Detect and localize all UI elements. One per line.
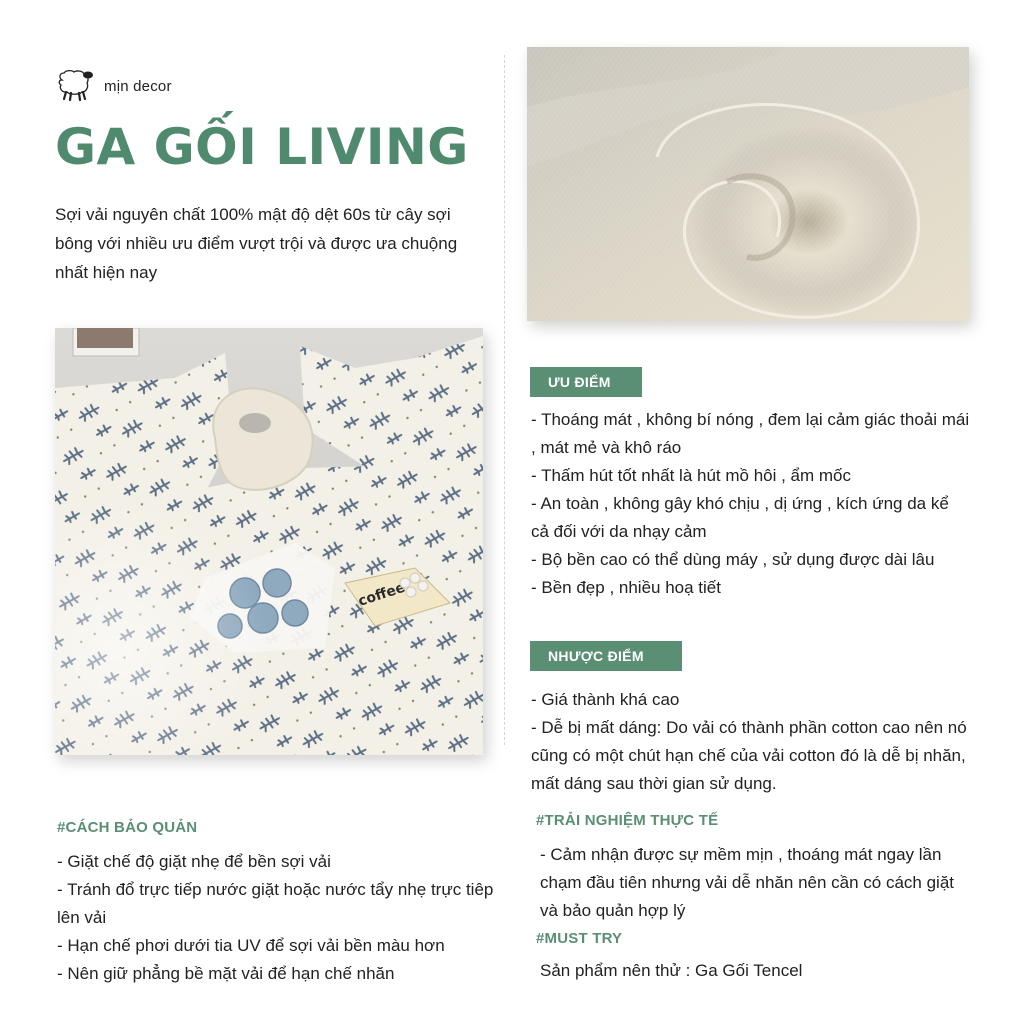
page-title: GA GỐI LIVING bbox=[55, 118, 469, 176]
cons-list bbox=[531, 686, 971, 798]
care-item: - Hạn chế phơi dưới tia UV để sợi vải bền màu hơn bbox=[57, 936, 445, 955]
experience-list bbox=[540, 841, 970, 925]
fabric-photo bbox=[527, 47, 969, 321]
bed-photo-illustration bbox=[55, 328, 483, 755]
cons-item: - Giá thành khá cao bbox=[531, 690, 680, 709]
fabric-photo-illustration bbox=[527, 47, 969, 321]
pros-item: - Thoáng mát , không bí nóng , đem lại cảm giác thoải mái , mát mẻ và khô ráo bbox=[531, 410, 970, 457]
must-try-text: Sản phẩm nên thử : Ga Gối Tencel bbox=[540, 961, 803, 980]
care-item: - Tránh đổ trực tiếp nước giặt hoặc nước tẩy nhẹ trực tiêp lên vải bbox=[57, 880, 494, 927]
brand-name: mịn decor bbox=[104, 77, 172, 95]
care-item: - Giặt chế độ giặt nhẹ để bền sợi vải bbox=[57, 852, 331, 871]
pros-item: - Bộ bền cao có thể dùng máy , sử dụng được dài lâu bbox=[531, 550, 935, 569]
experience-heading: #TRẢI NGHIỆM THỰC TẾ bbox=[536, 812, 719, 829]
pros-badge: ƯU ĐIỂM bbox=[530, 367, 642, 397]
pros-item: - Thấm hút tốt nhất là hút mồ hôi , ẩm mốc bbox=[531, 466, 852, 485]
experience-item: - Cảm nhận được sự mềm mịn , thoáng mát ngay lần chạm đầu tiên nhưng vải dễ nhăn nên cần có cách giặt và bảo quản hợp lý bbox=[540, 845, 955, 920]
must-try-heading: #MUST TRY bbox=[536, 930, 623, 947]
care-list bbox=[57, 848, 497, 988]
care-heading: #CÁCH BẢO QUẢN bbox=[57, 819, 198, 836]
cons-badge: NHƯỢC ĐIỂM bbox=[530, 641, 682, 671]
brand-logo bbox=[56, 68, 172, 104]
pros-item: - Bền đẹp , nhiều hoạ tiết bbox=[531, 578, 721, 597]
care-item: - Nên giữ phẳng bề mặt vải để hạn chế nhăn bbox=[57, 964, 395, 983]
column-divider bbox=[504, 55, 505, 745]
sheep-icon bbox=[56, 68, 96, 104]
pros-list bbox=[531, 406, 971, 602]
bed-photo bbox=[55, 328, 483, 755]
pros-item: - An toàn , không gây khó chịu , dị ứng , kích ứng da kể cả đối với da nhạy cảm bbox=[531, 494, 949, 541]
intro-text: Sợi vải nguyên chất 100% mật độ dệt 60s từ cây sợi bông với nhiều ưu điểm vượt trội và được ưa chuộng nhất hiện nay bbox=[55, 205, 458, 282]
cons-item: - Dễ bị mất dáng: Do vải có thành phần cotton cao nên nó cũng có một chút hạn chế của vải cotton đó là dễ bị nhăn, mất dáng sau thời gian sử dụng. bbox=[531, 718, 967, 793]
